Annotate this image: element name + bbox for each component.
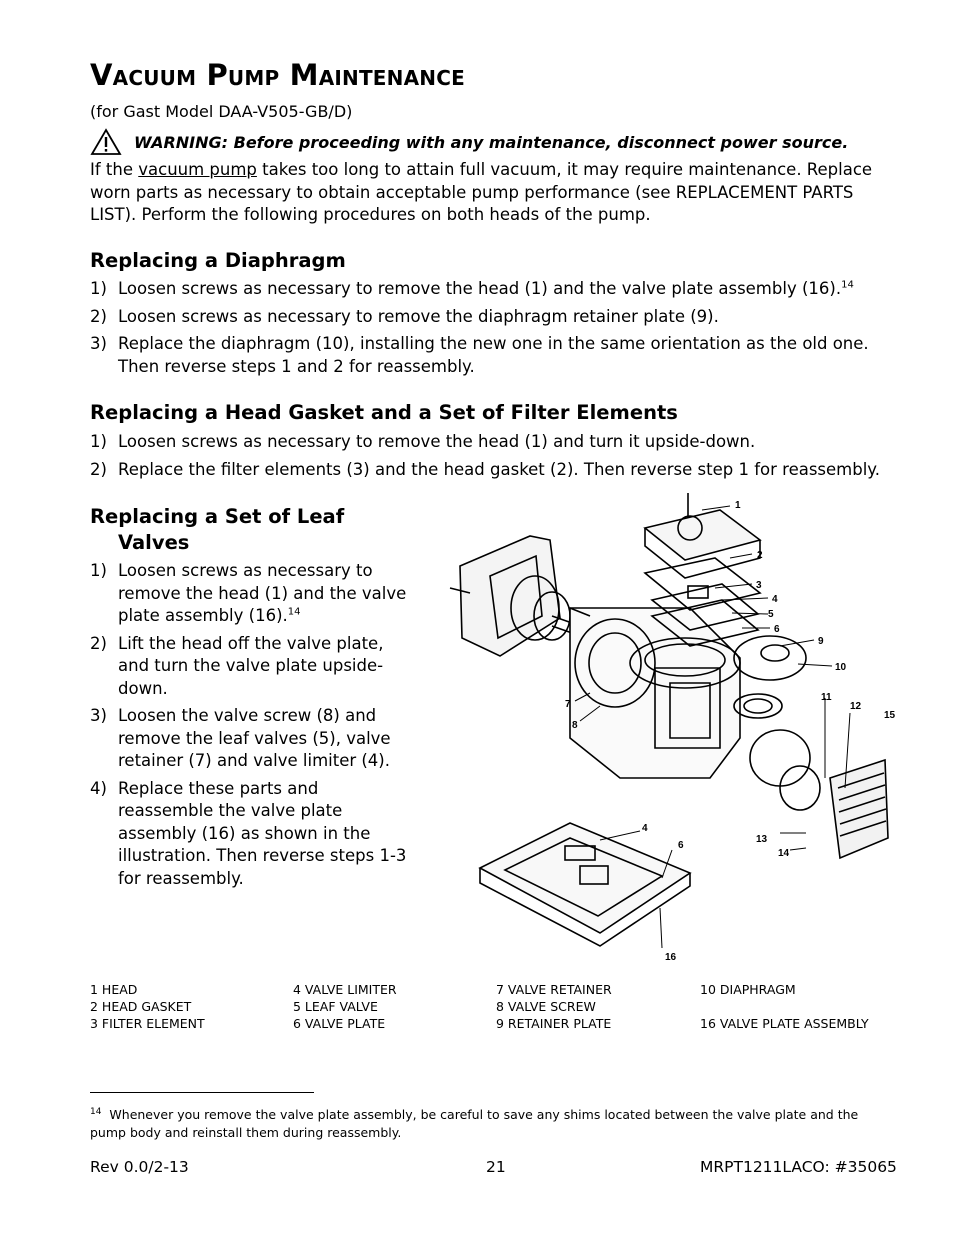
warning-triangle-icon (90, 128, 122, 156)
callout-label: 10 (835, 662, 847, 673)
footer-document-id: MRPT1211LACO: #35065 (700, 1158, 897, 1176)
callout-label: 13 (756, 834, 768, 845)
step-number: 1) (90, 279, 107, 298)
step-text: Replace the diaphragm (10), installing the new one in the same orientation as the old one. Then reverse steps 1 and 2 for reassembly. (118, 334, 869, 376)
intro-text-end: takes too long to attain full vacuum, it may require maintenance. Replace worn parts as necessary to obtain acceptable pump performance (see REPLACEMENT PARTS LIST). Perform the following procedures on both heads of the pump. (90, 160, 873, 224)
intro-paragraph (90, 159, 890, 227)
parts-legend (90, 981, 890, 1032)
callout-label: 6 (678, 840, 684, 851)
callout-label: 5 (768, 609, 774, 620)
step-number: 3) (90, 706, 107, 725)
step-text: Loosen screws as necessary to remove the head (1) and turn it upside-down. (118, 432, 756, 451)
gasket-steps (90, 431, 890, 486)
list-item (90, 431, 890, 454)
list-item (90, 560, 412, 628)
callout-label: 3 (756, 580, 762, 591)
legend-item: 8 VALVE SCREW (496, 999, 596, 1014)
legend-item: 7 VALVE RETAINER (496, 982, 612, 997)
legend-item (700, 998, 900, 1015)
legend-column (293, 981, 496, 1032)
step-number: 3) (90, 334, 107, 353)
step-number: 2) (90, 306, 107, 326)
list-item (90, 778, 412, 891)
footnote-text: Whenever you remove the valve plate assembly, be careful to save any shims located between the valve plate and the pump body and reinstall them during reassembly. (90, 1107, 859, 1140)
callout-label: 6 (774, 624, 780, 635)
intro-text-start: If the (90, 160, 139, 179)
list-item (90, 705, 412, 773)
step-text: Loosen screws as necessary to remove the diaphragm retainer plate (9). (118, 306, 719, 326)
legend-item: 3 FILTER ELEMENT (90, 1016, 205, 1031)
callout-label: 12 (850, 701, 862, 712)
callout-label: 16 (665, 952, 677, 963)
step-body: Loosen screws as necessary to remove the head (1) and the valve plate assembly (16). (118, 561, 407, 625)
step-number: 2) (90, 633, 107, 653)
footer-page-number: 21 (486, 1158, 506, 1176)
diaphragm-steps (90, 278, 890, 383)
legend-column (90, 981, 293, 1032)
heading-replacing-diaphragm: Replacing a Diaphragm (90, 249, 346, 272)
list-item (90, 459, 890, 482)
callout-label: 4 (772, 594, 778, 605)
step-text: Replace the filter elements (3) and the head gasket (2). Then reverse step 1 for reassembly. (118, 459, 880, 479)
callout-label: 1 (735, 500, 741, 511)
heading-head-gasket-filter: Replacing a Head Gasket and a Set of Filter Elements (90, 401, 678, 424)
heading-line: Valves (118, 531, 190, 554)
step-text (118, 278, 890, 301)
step-body: Loosen screws as necessary to remove the head (1) and the valve plate assembly (16). (118, 279, 842, 298)
list-item (90, 278, 890, 301)
legend-item: 10 DIAPHRAGM (700, 982, 796, 997)
callout-label: 4 (642, 823, 648, 834)
footnote (90, 1106, 890, 1142)
legend-item: 5 LEAF VALVE (293, 999, 378, 1014)
footer-revision: Rev 0.0/2-13 (90, 1158, 189, 1176)
callout-label: 8 (572, 720, 578, 731)
legend-item: 16 VALVE PLATE ASSEMBLY (700, 1016, 869, 1031)
page-title: Vacuum Pump Maintenance (90, 58, 465, 92)
step-number: 2) (90, 459, 107, 479)
vacuum-pump-link[interactable]: vacuum pump (138, 160, 257, 179)
step-text: Loosen the valve screw (8) and remove the leaf valves (5), valve retainer (7) and valve limiter (4). (118, 706, 391, 770)
heading-line: Replacing a Set of Leaf (90, 505, 345, 528)
step-text (118, 560, 412, 628)
legend-item: 2 HEAD GASKET (90, 999, 192, 1014)
footnote-divider (90, 1092, 314, 1093)
footnote-mark: 14 (90, 1106, 102, 1117)
step-text: Lift the head off the valve plate, and turn the valve plate upside-down. (118, 633, 384, 698)
callout-label: 15 (884, 710, 896, 721)
footnote-ref[interactable]: 14 (287, 606, 301, 618)
list-item (90, 306, 890, 329)
warning-text: WARNING: Before proceeding with any maintenance, disconnect power source. (134, 132, 849, 152)
legend-column (700, 981, 900, 1032)
heading-leaf-valves (90, 504, 344, 556)
callout-label: 2 (757, 550, 763, 561)
list-item (90, 333, 890, 378)
legend-item: 4 VALVE LIMITER (293, 982, 397, 997)
list-item (90, 633, 412, 701)
model-subtitle: (for Gast Model DAA-V505-GB/D) (90, 102, 353, 121)
legend-column (496, 981, 700, 1032)
step-text: Replace these parts and reassemble the valve plate assembly (16) as shown in the illustration. Then reverse steps 1-3 for reassembly. (118, 778, 407, 888)
legend-item: 1 HEAD (90, 982, 138, 997)
leaf-valve-steps (90, 560, 412, 895)
footnote-ref[interactable]: 14 (841, 279, 854, 291)
callout-label: 11 (821, 692, 832, 703)
callout-label: 9 (818, 636, 824, 647)
pump-exploded-diagram (440, 488, 900, 968)
legend-item: 6 VALVE PLATE (293, 1016, 386, 1031)
step-number: 1) (90, 432, 107, 451)
callout-label: 14 (778, 848, 790, 859)
callout-label: 7 (565, 699, 571, 710)
warning-line (90, 128, 848, 156)
step-number: 1) (90, 561, 107, 580)
step-number: 4) (90, 778, 107, 798)
legend-item: 9 RETAINER PLATE (496, 1016, 612, 1031)
